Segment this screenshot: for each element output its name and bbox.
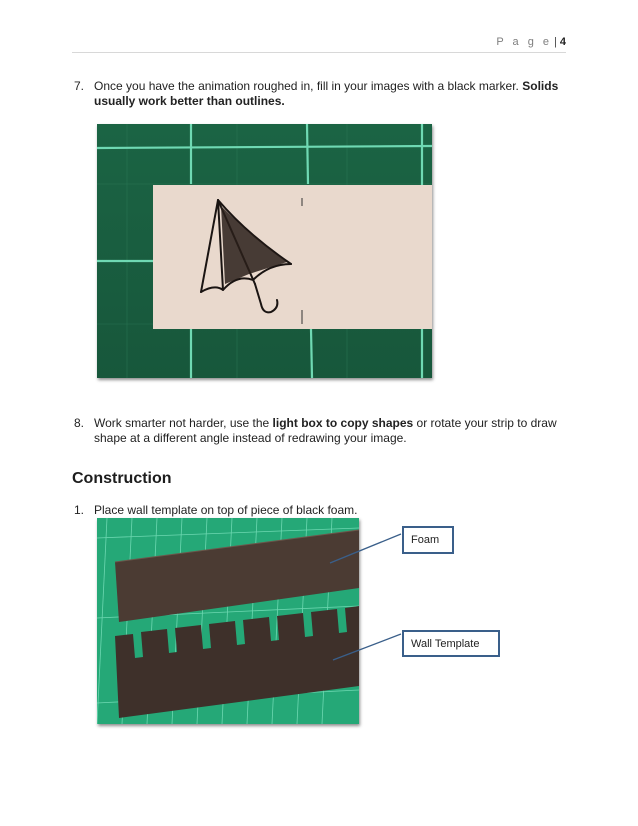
foam-and-template-photo xyxy=(97,518,359,724)
page-label: P a g e xyxy=(496,36,553,48)
step-number: 1. xyxy=(74,503,85,517)
step-number: 7. xyxy=(74,79,85,93)
wall-template-callout xyxy=(402,630,500,657)
step-bold-text: light box to copy shapes xyxy=(272,416,414,430)
step-text: Once you have the animation roughed in, fill in your images with a black marker. xyxy=(94,79,523,93)
step-number: 8. xyxy=(74,416,85,430)
section-heading-construction: Construction xyxy=(72,470,172,487)
foam-callout-label: Foam xyxy=(411,534,440,546)
step-text-3: shape at a different angle instead of redrawing your image. xyxy=(94,431,407,445)
step-text: Place wall template on top of piece of black foam. xyxy=(94,503,358,517)
step-bold-text: Solids xyxy=(522,79,559,93)
step-7 xyxy=(74,79,564,111)
page-separator: | xyxy=(554,36,557,48)
page-header xyxy=(72,36,566,53)
page-number: 4 xyxy=(559,36,566,48)
foam-callout xyxy=(402,526,454,554)
step-8 xyxy=(74,416,564,448)
wall-template-callout-label: Wall Template xyxy=(411,637,480,650)
construction-step-1 xyxy=(74,503,564,519)
step-text-2: or rotate your strip to draw xyxy=(413,416,557,430)
step-text: Work smarter not harder, use the xyxy=(94,416,273,430)
umbrella-drawing-photo xyxy=(97,124,432,378)
step-bold-text-2: usually work better than outlines. xyxy=(94,94,285,108)
